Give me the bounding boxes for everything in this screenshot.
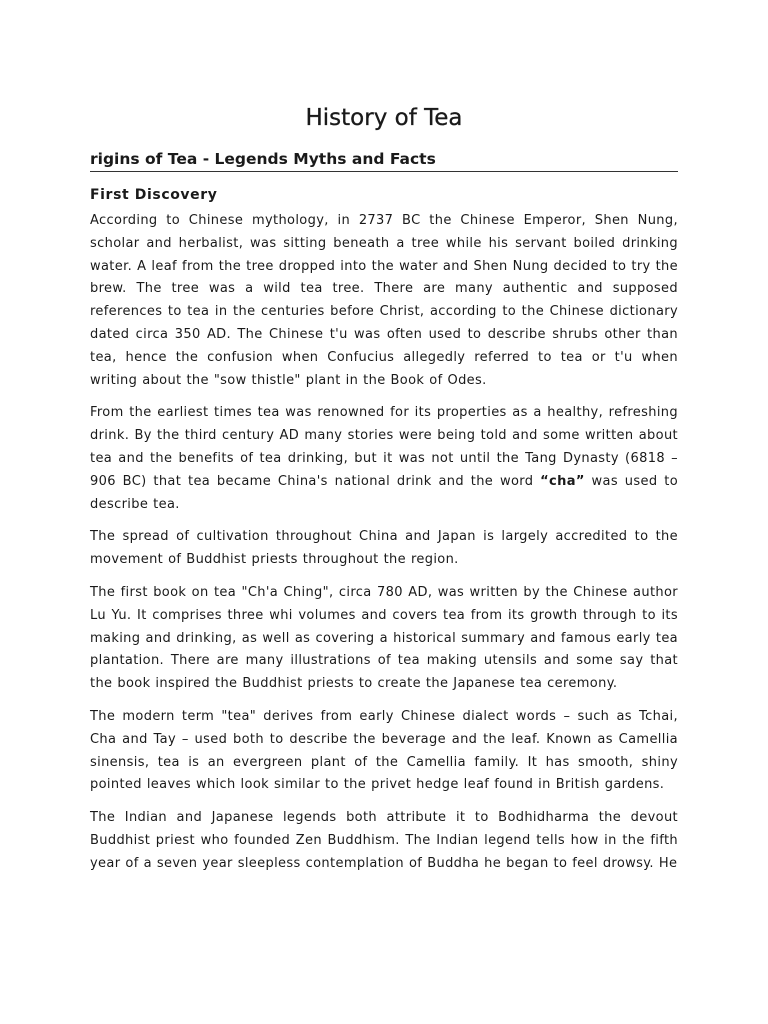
paragraph-first-book: The first book on tea "Ch'a Ching", circa 780 AD, was written by the Chinese author Lu Yu. It comprises three whi volumes and covers tea from its growth through to its making and drinking, as well as covering a historical summary and famous early tea plantation. There are many illustrations of tea making utensils and some say that the book inspired the Buddhist priests to create the Japanese tea ceremony.	[90, 584, 678, 692]
emphasized-word: “cha”	[540, 473, 585, 489]
paragraph-first-discovery: According to Chinese mythology, in 2737 BC the Chinese Emperor, Shen Nung, scholar and herbalist, was sitting beneath a tree while his servant boiled drinking water. A leaf from the tree dropped into the water and Shen Nung decided to try the brew. The tree was a wild tea tree. There are many authentic and supposed references to tea in the centuries before Christ, according to the Chinese dictionary dated circa 350 AD. The Chinese t'u was often used to describe shrubs other than tea, hence the confusion when Confucius allegedly referred to tea or t'u when writing about the "sow thistle" plant in the Book of Odes.	[90, 213, 678, 388]
paragraph-modern-term: The modern term "tea" derives from early Chinese dialect words – such as Tchai, Cha and Tay – used both to describe the beverage and the leaf. Known as Camellia sinensis, tea is an evergreen plant of the Camellia family. It has smooth, shiny pointed leaves which look similar to the privet hedge leaf found in British gardens.	[90, 708, 678, 793]
sub-heading: First Discovery	[90, 187, 218, 203]
paragraph-text: was used to describe tea.	[90, 473, 678, 512]
paragraph-legends: The Indian and Japanese legends both attribute it to Bodhidharma the devout Buddhist priest who founded Zen Buddhism. The Indian legend tells how in the fifth year of a seven year sleepless contemplation of Buddha he began to feel drowsy. He	[90, 810, 678, 871]
paragraph-earliest-times	[90, 402, 678, 516]
paragraph-spread-cultivation: The spread of cultivation throughout China and Japan is largely accredited to the movement of Buddhist priests throughout the region.	[90, 529, 678, 568]
paragraph-text: From the earliest times tea was renowned for its properties as a healthy, refreshing drink. By the third century AD many stories were being told and some written about tea and the benefits of tea drinking, but it was not until the Tang Dynasty (6818 – 906 BC) that tea became China's national drink and the word	[90, 405, 678, 489]
document-body	[90, 210, 678, 886]
document-title: History of Tea	[305, 105, 463, 131]
section-heading: rigins of Tea - Legends Myths and Facts	[90, 150, 678, 172]
